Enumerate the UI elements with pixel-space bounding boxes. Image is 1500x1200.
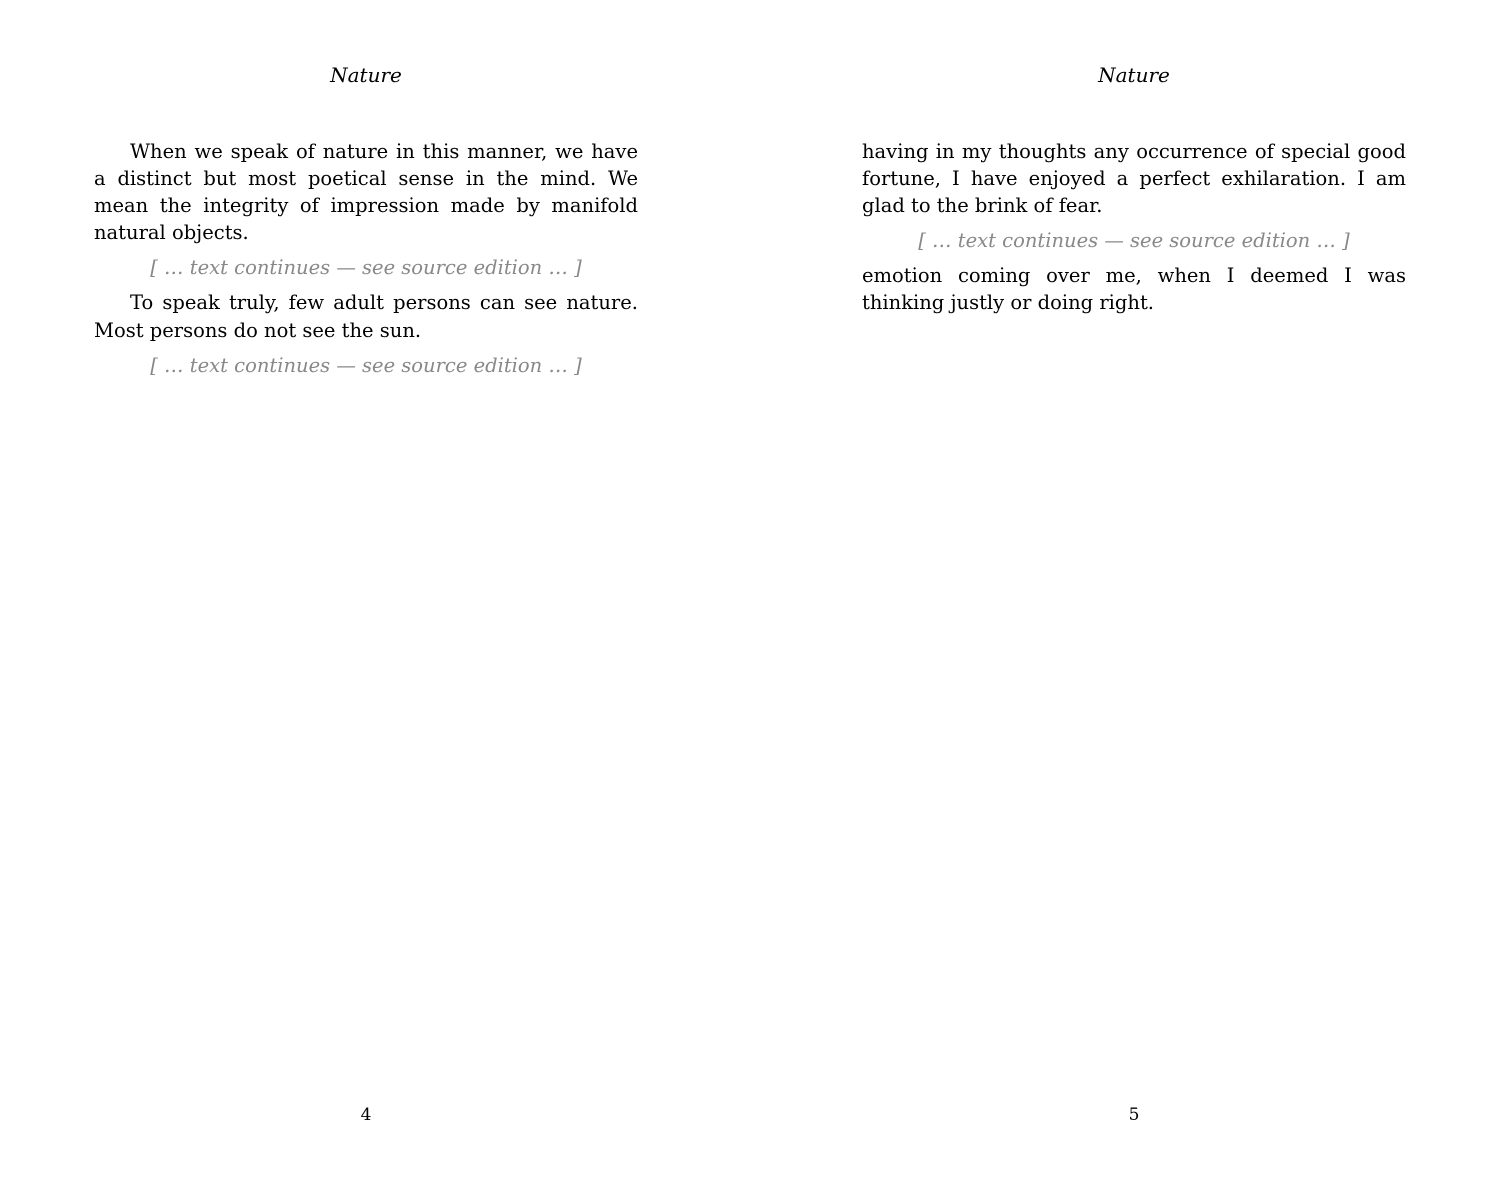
paragraph: When we speak of nature in this manner, we have a distinct but most poetical sense in the mind. We mean the integrity of impression made by manifold natural objects. bbox=[94, 140, 638, 245]
omission-marker: [ … text continues — see source edition … ] bbox=[918, 229, 1350, 253]
paragraph: having in my thoughts any occurrence of special good fortune, I have enjoyed a perfect exhilaration. I am glad to the brink of fear. bbox=[862, 140, 1406, 218]
paragraph: emotion coming over me, when I deemed I was thinking justly or doing right. bbox=[862, 264, 1406, 315]
page-number-right: 5 bbox=[1128, 1105, 1140, 1125]
body-text-right bbox=[862, 138, 1406, 317]
body-text-left bbox=[94, 138, 638, 387]
running-head-right: Nature bbox=[1098, 63, 1170, 87]
page-number-left: 4 bbox=[360, 1105, 372, 1125]
omission-marker: [ … text continues — see source edition … ] bbox=[150, 353, 582, 377]
page-left bbox=[94, 0, 638, 1200]
running-head-left: Nature bbox=[330, 63, 402, 87]
page-right bbox=[862, 0, 1406, 1200]
paragraph: To speak truly, few adult persons can see nature. Most persons do not see the sun. bbox=[94, 291, 638, 342]
omission-marker: [ … text continues — see source edition … ] bbox=[150, 256, 582, 280]
